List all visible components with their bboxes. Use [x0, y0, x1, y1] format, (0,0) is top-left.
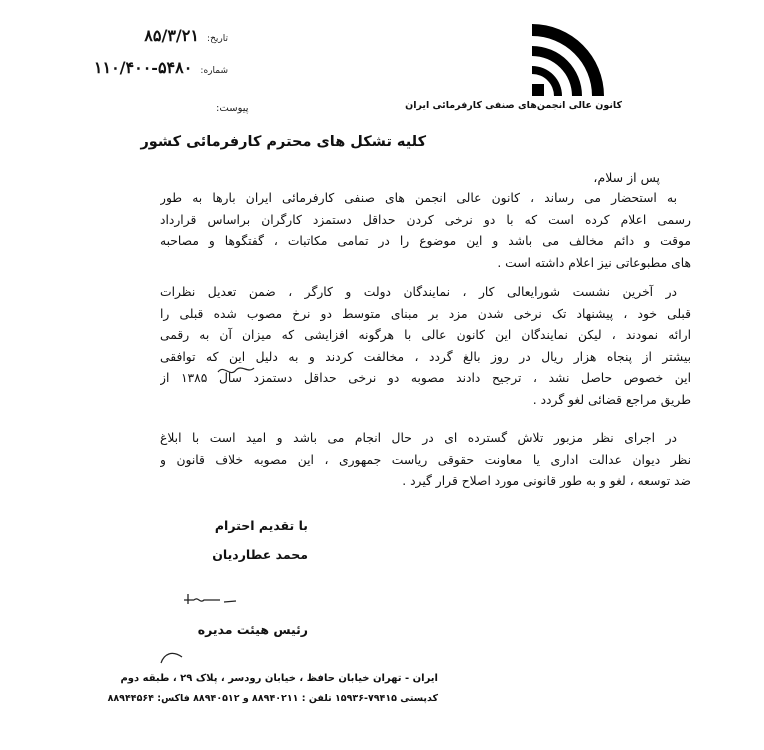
- paragraph-1: [160, 188, 691, 274]
- closing-phrase: با تقدیم احترام: [214, 518, 308, 533]
- initial-mark: [158, 650, 186, 666]
- date-value: ۸۵/۳/۲۱: [144, 26, 199, 45]
- signature: [180, 588, 240, 608]
- paragraph-line: به استحضار می رساند ، کانون عالی انجمن های صنفی کارفرمائی ایران بارها به طور: [160, 191, 677, 205]
- date-label: تاریخ:: [207, 34, 228, 44]
- paragraph-line: ضد توسعه ، لغو و به طور قانونی مورد اصلاح قرار گیرد .: [402, 474, 691, 489]
- contact-text: کدپستی ۷۹۴۱۵-۱۵۹۳۶ تلفن : ۸۸۹۴۰۲۱۱ و ۸۸۹۴۰۵۱۲ فاکس: ۸۸۹۴۴۵۶۴: [107, 693, 438, 704]
- paragraph-line: نظر دیوان عدالت اداری یا معاونت حقوقی ریاست جمهوری ، این مصوبه خلاف قانون و: [160, 452, 691, 467]
- handwritten-mark: [216, 362, 256, 380]
- paragraph-line: موقت و دائم مخالف می باشد و این موضوع را در تمامی مکاتبات ، گفتگوها و مصاحبه: [160, 234, 691, 249]
- wifi-arcs-logo-icon: [518, 22, 628, 102]
- footer-address: [120, 666, 438, 685]
- paragraph-line: رسمی اعلام کرده است که با دو نرخی کردن حداقل دستمزد کارگران براساس قرارداد: [160, 212, 691, 227]
- number-value: ۵۴۸۰-۱۱۰/۴۰۰: [93, 58, 193, 77]
- organization-name: کانون عالی انجمن‌های صنفی کارفرمائی ایران: [405, 100, 622, 111]
- paragraph-line: در اجرای نظر مزبور تلاش گسترده ای در حال انجام می باشد و امید است با ابلاغ: [160, 431, 677, 445]
- paragraph-2: [160, 282, 691, 412]
- addressee: کلیه تشکل های محترم کارفرمائی کشور: [140, 134, 426, 150]
- paragraph-line: های مطبوعاتی نیز اعلام داشته است .: [497, 255, 691, 270]
- number-row: [94, 58, 228, 77]
- signer-title: رئیس هیئت مدیره: [197, 622, 308, 637]
- attachment-label: پیوست:: [216, 103, 249, 114]
- number-label: شماره:: [200, 66, 228, 76]
- paragraph-line: در آخرین نشست شورایعالی کار ، نمایندگان دولت و کارگر ، ضمن تعدیل نظرات: [160, 285, 677, 299]
- footer-contact: [108, 686, 438, 705]
- salutation: پس از سلام،: [593, 170, 660, 185]
- paragraph-line: طریق مراجع قضائی لغو گردد .: [532, 392, 691, 407]
- paragraph-line: بیشتر از پنجاه هزار ریال در روز بالغ گردد ، مخالفت کردند و به دلیل این که توافقی: [160, 349, 691, 364]
- date-row: [144, 26, 228, 45]
- paragraph-3: [160, 428, 691, 493]
- signer-name: محمد عطاردیان: [212, 547, 308, 562]
- paragraph-line: این خصوص حاصل نشد ، ترجیح دادند مصوبه دو نرخی حداقل دستمزد سال ۱۳۸۵ از: [160, 371, 691, 386]
- address-text: ایران - تهران خیابان حافظ ، خیابان رودسر ، پلاک ۲۹ ، طبقه دوم: [120, 673, 438, 684]
- paragraph-line: ارائه نمودند ، لیکن نمایندگان این کانون عالی با هرگونه افزایشی که میزان آن به رقمی: [160, 328, 691, 343]
- paragraph-line: قبلی خود ، پیشنهاد تک نرخی شدن مزد بر مبنای متوسط دو نرخ مصوب شده قبلی را: [160, 306, 691, 321]
